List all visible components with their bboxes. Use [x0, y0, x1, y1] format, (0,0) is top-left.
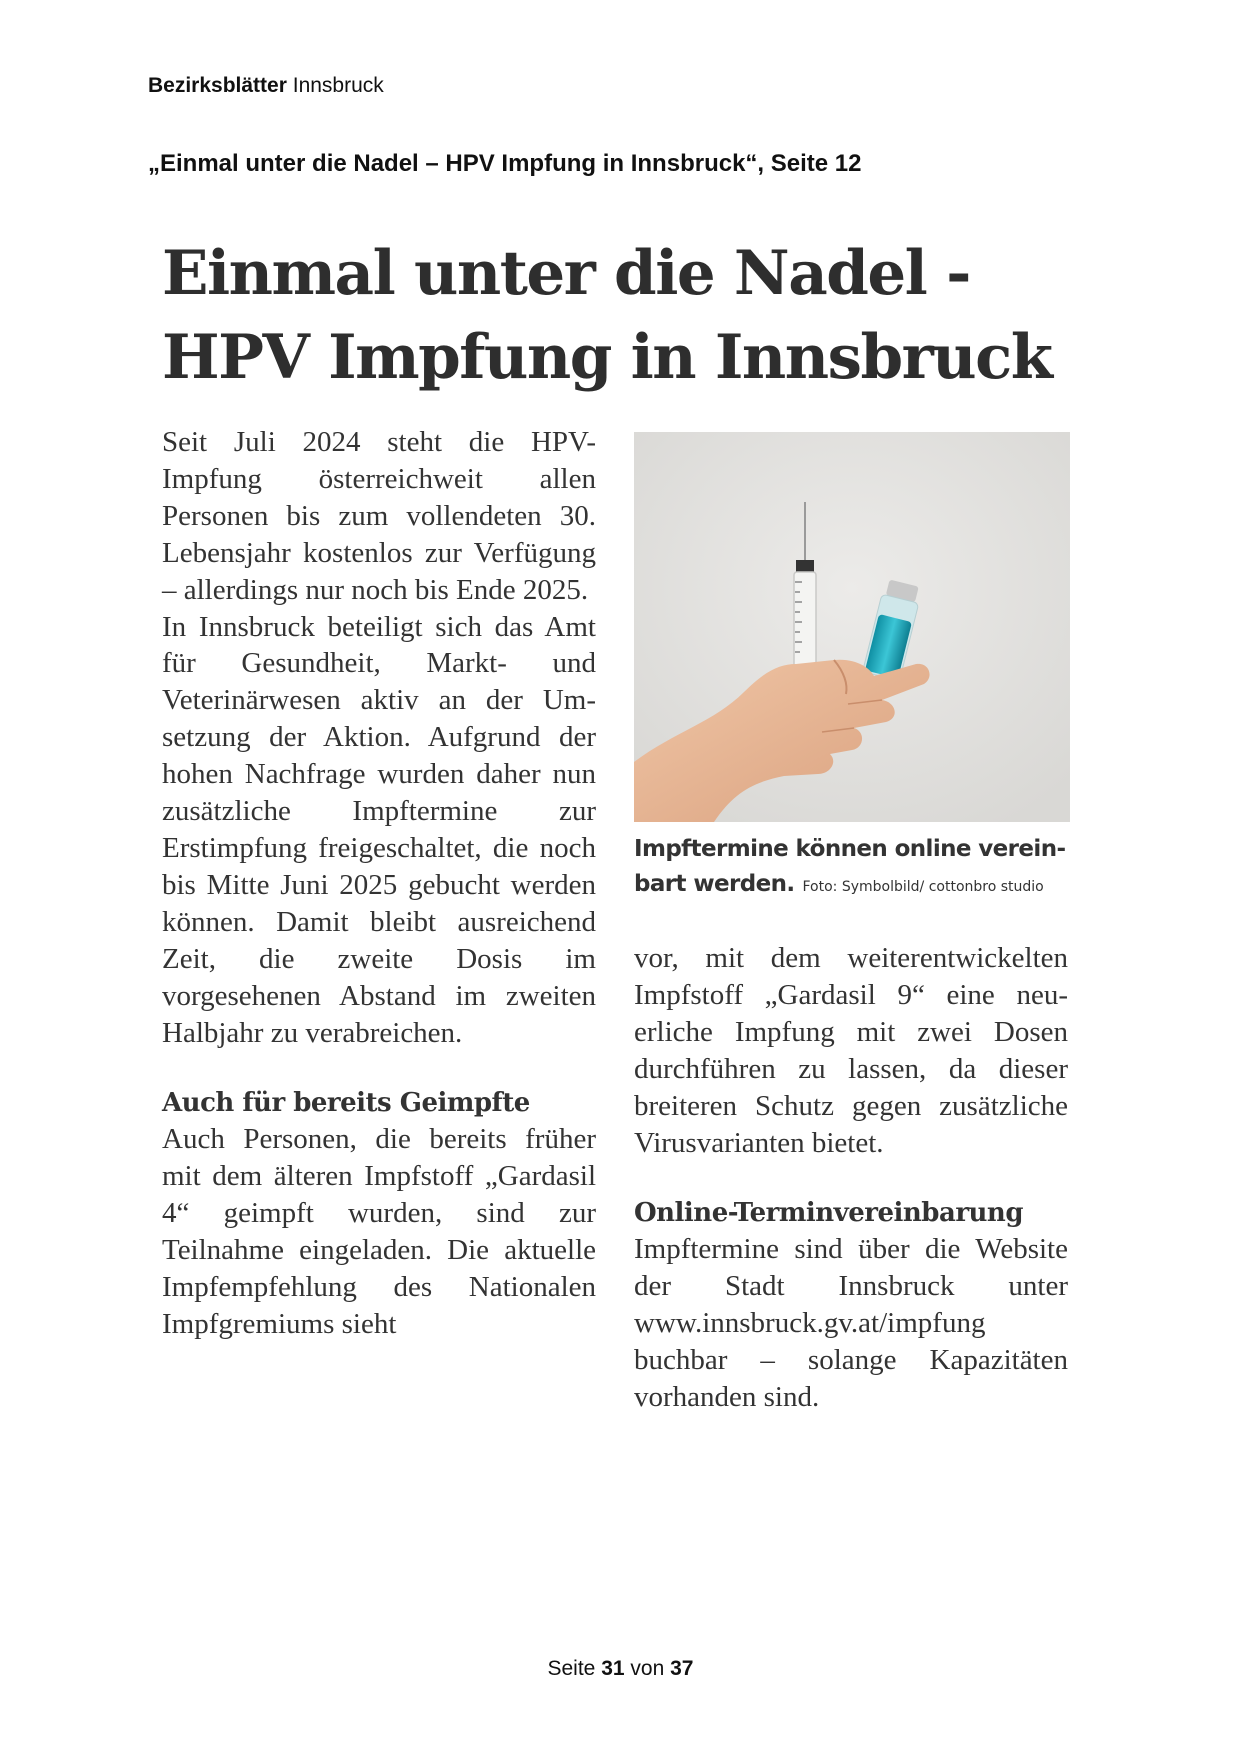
syringe-and-vial-image [634, 432, 1070, 822]
paragraph-gardasil-9: vor, mit dem weiterentwickelten Impfstoff „Gardasil 9“ eine neuerliche Impfung mit zwei Dosen durchführen zu lassen, da dieser breiteren Schutz gegen zusätzliche Virusvarianten bietet. [634, 942, 1068, 1159]
publication-edition: Innsbruck [292, 74, 384, 97]
page-number [0, 1657, 1241, 1681]
paragraph-already-vaccinated: Auch Personen, die bereits früher mit dem älteren Impfstoff „Gardasil 4“ geimpft wurden, sind zur Teilnahme eingeladen. Die aktuelle Impfempfehlung des Nationalen Impfgremiums sieht [162, 1123, 596, 1340]
subheading-online-booking: Online-Terminvereinbarung [634, 1198, 1024, 1229]
publication-name: Bezirksblätter [148, 74, 287, 97]
publication-source [148, 74, 384, 98]
paragraph-online-booking: Impftermine sind über die Website der Stadt Innsbruck unter www.innsbruck.gv.at/impfung buchbar – solange Kapazitäten vorhanden sind. [634, 1233, 1068, 1414]
paragraph-innsbruck: In Innsbruck beteiligt sich das Amt für Gesundheit, Markt- und Veterinärwesen aktiv an der Umsetzung der Aktion. Aufgrund der hohen Nachfrage wurden daher nun zusätzliche Impftermine zur Erstimpfung freigeschaltet, die noch bis Mitte Juni 2025 gebucht werden können. Damit bleibt ausreichend Zeit, die zweite Dosis im vorgesehenen Abstand im zweiten Halbjahr zu verabreichen. [162, 610, 596, 1049]
paragraph-intro: Seit Juli 2024 steht die HPV-Impfung österreichweit allen Personen bis zum vollendeten 30. Lebensjahr kostenlos zur Verfügung – allerdings nur noch bis Ende 2025. [162, 426, 596, 606]
photo-caption [634, 832, 1074, 905]
page-current: 31 [601, 1657, 625, 1680]
headline-line-2: HPV Impfung in Innsbruck [162, 322, 1052, 393]
left-column [162, 424, 596, 1343]
right-column [634, 940, 1068, 1416]
article-photo [634, 432, 1070, 822]
page-total: 37 [670, 1657, 694, 1680]
caption-text: Impftermine können online vereinbart werden. [634, 836, 1067, 897]
page-prefix: Seite [547, 1657, 596, 1680]
page-middle: von [630, 1657, 665, 1680]
photo-credit: Foto: Symbolbild/ cottonbro studio [802, 879, 1044, 895]
headline-line-1: Einmal unter die Nadel - [162, 238, 970, 309]
article-reference: „Einmal unter die Nadel – HPV Impfung in Innsbruck“, Seite 12 [148, 150, 862, 177]
article-headline [162, 232, 1092, 400]
subheading-already-vaccinated: Auch für bereits Geimpfte [162, 1088, 530, 1119]
